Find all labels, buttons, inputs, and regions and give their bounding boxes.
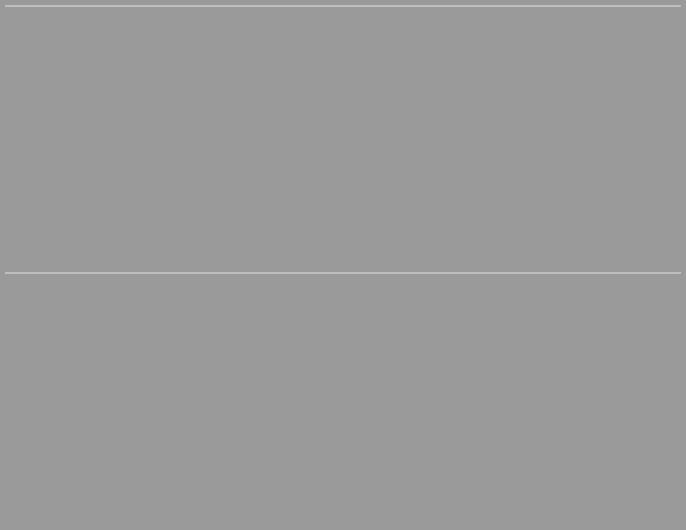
size-chart-cm bbox=[5, 272, 681, 274]
size-chart-inch bbox=[5, 5, 681, 7]
